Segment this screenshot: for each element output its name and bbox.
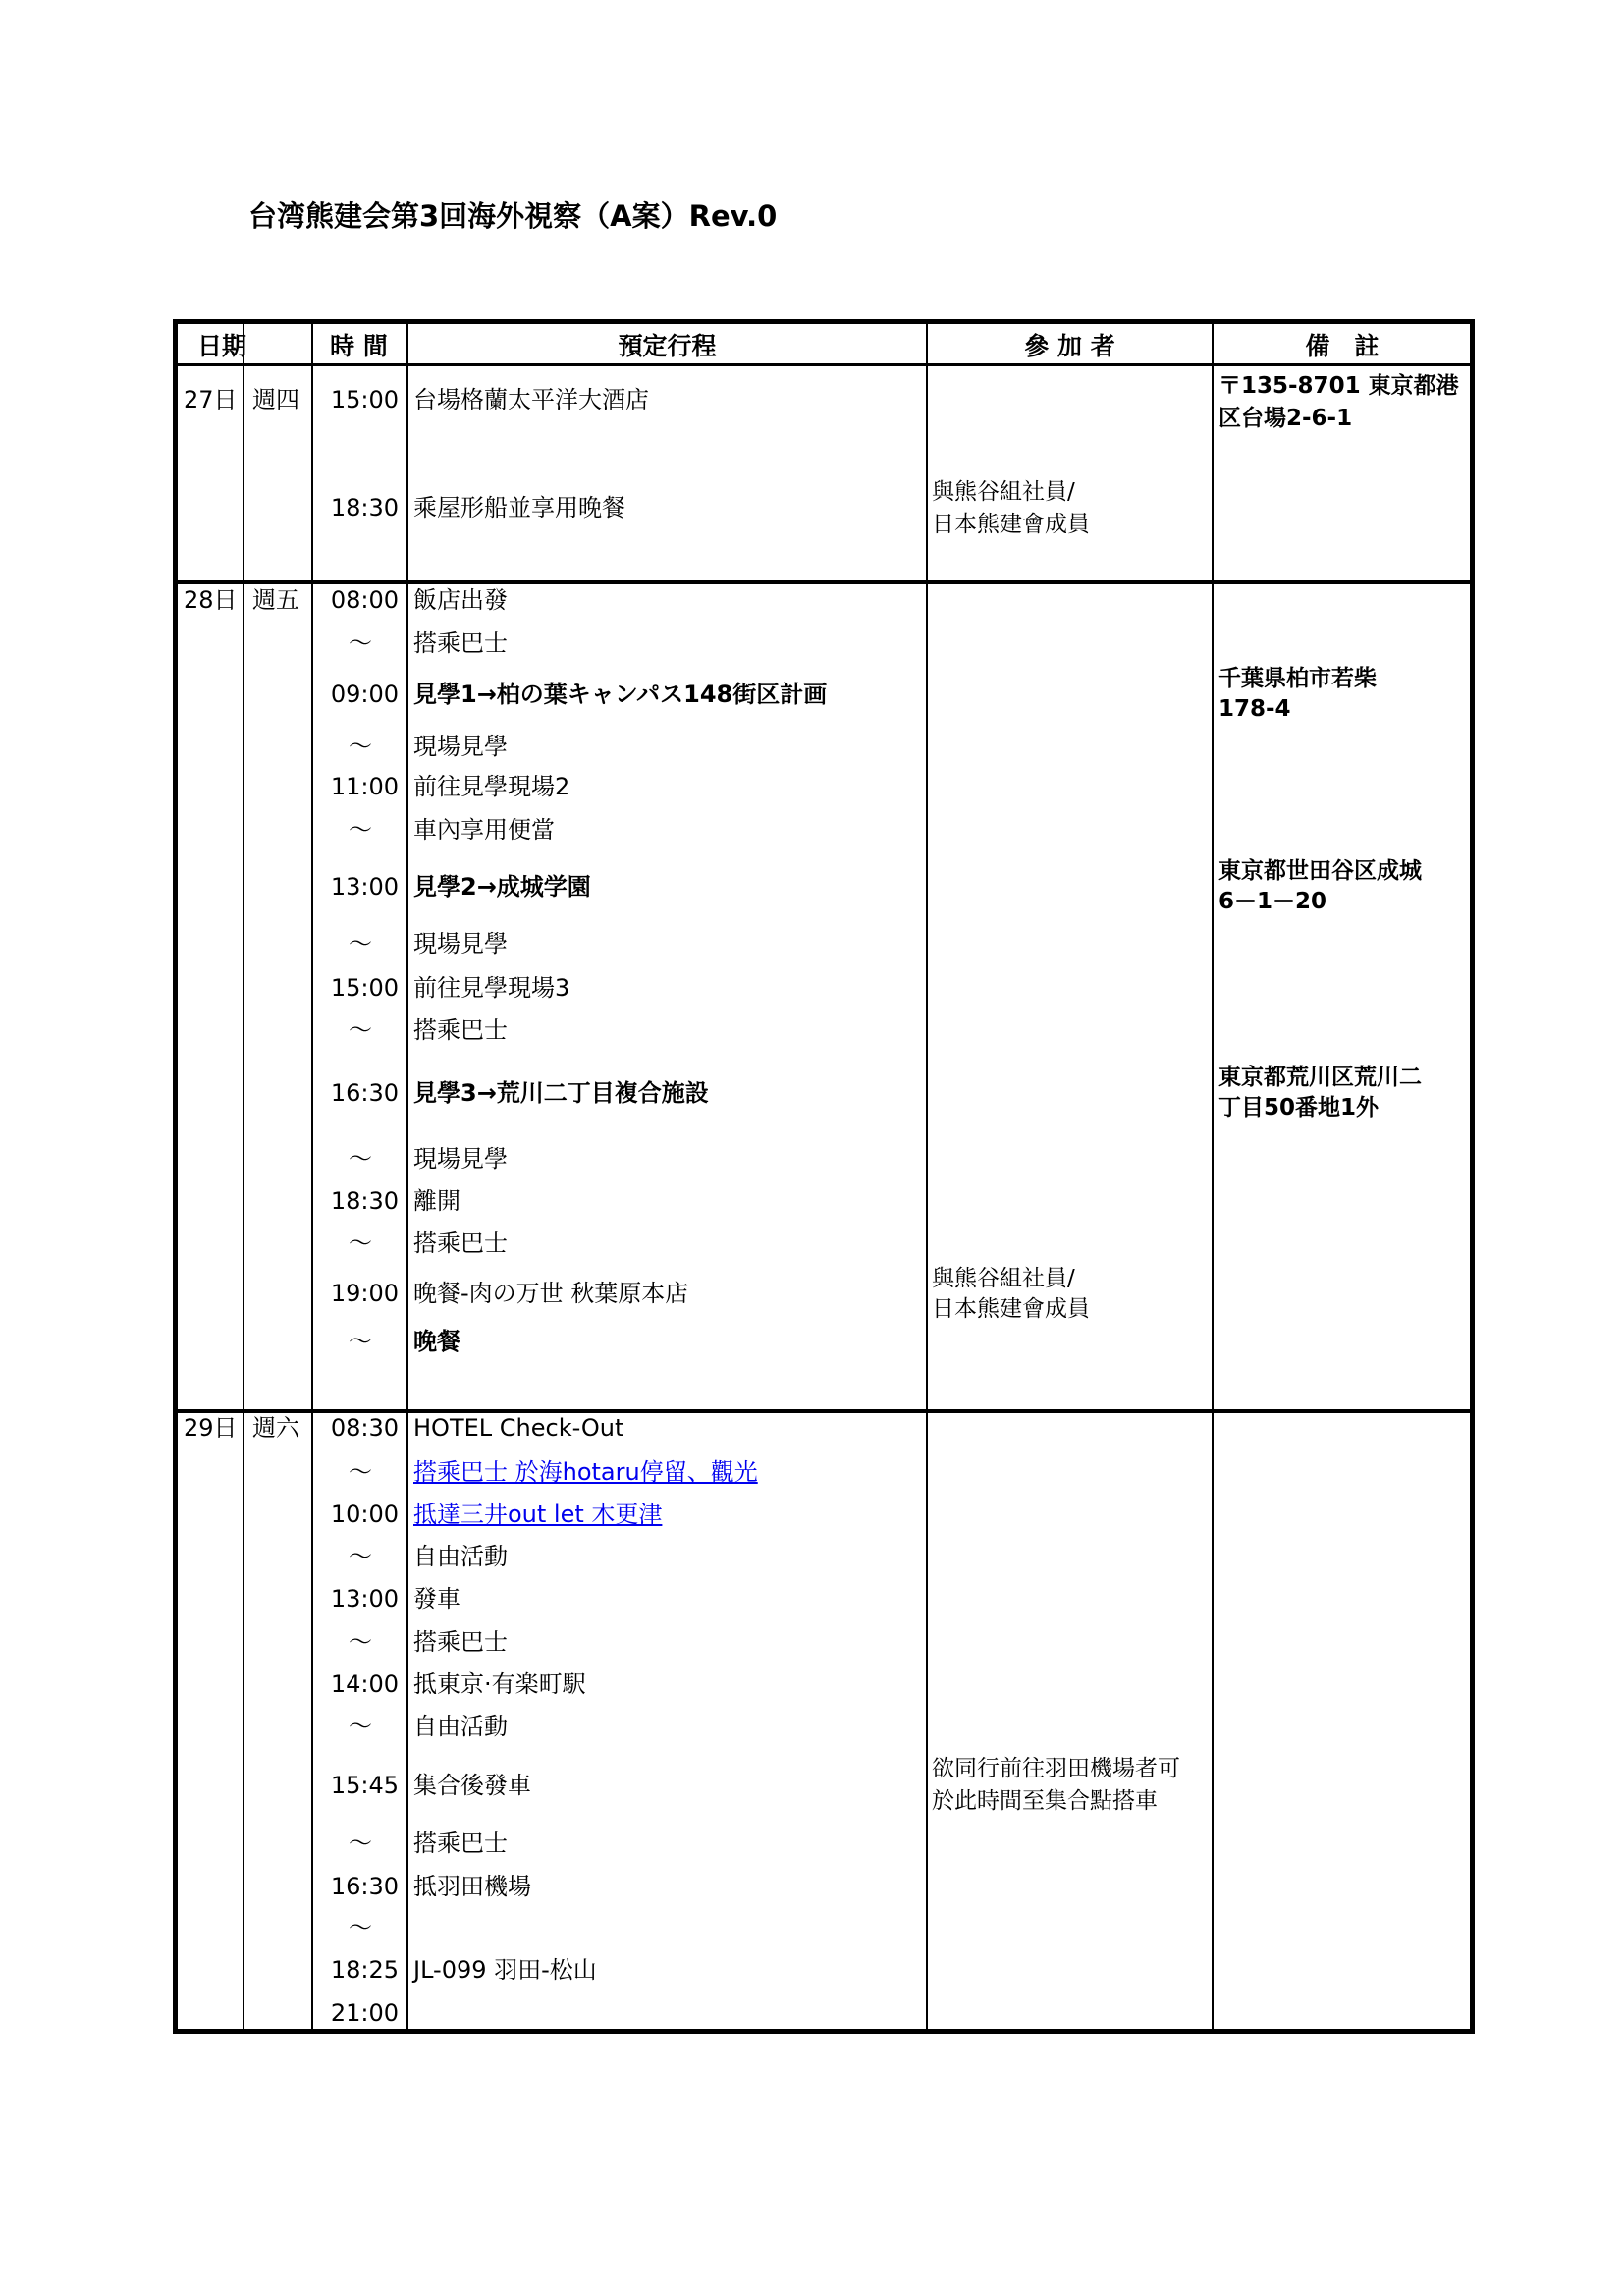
note-address: 千葉県柏市若柴: [1218, 666, 1377, 691]
schedule-time: 19:00: [330, 1280, 399, 1307]
schedule-time: ～: [349, 733, 372, 760]
schedule-time: 21:00: [330, 1999, 399, 2027]
day-weekday: 週六: [252, 1414, 299, 1442]
schedule-item: 晚餐: [413, 1328, 460, 1355]
schedule-item: 現場見學: [413, 733, 508, 760]
schedule-time: 18:30: [330, 494, 399, 521]
participants-text: 與熊谷組社員/: [932, 1266, 1075, 1291]
schedule-item: 搭乘巴士: [413, 1628, 508, 1656]
schedule-item: 現場見學: [413, 1145, 508, 1173]
participants-text: 於此時間至集合點搭車: [932, 1788, 1158, 1814]
schedule-item: 見學3→荒川二丁目複合施設: [413, 1079, 709, 1107]
note-address: 178-4: [1218, 696, 1291, 722]
schedule-time: ～: [349, 1543, 372, 1570]
schedule-time: ～: [349, 1628, 372, 1656]
header-date: 日期: [197, 332, 247, 360]
schedule-time: 08:00: [330, 586, 399, 614]
schedule-item: 抵東京·有楽町駅: [413, 1670, 586, 1698]
schedule-item: HOTEL Check-Out: [413, 1414, 624, 1442]
note-address: 東京都世田谷区成城: [1218, 858, 1422, 884]
schedule-time: 16:30: [330, 1873, 399, 1900]
day-date: 27日: [184, 386, 238, 413]
schedule-time: 15:00: [330, 386, 399, 413]
schedule-item: 飯店出發: [413, 586, 508, 614]
schedule-item: 搭乘巴士: [413, 1230, 508, 1257]
schedule-time: ～: [349, 1458, 372, 1486]
schedule-link[interactable]: 搭乘巴士 於海hotaru停留、觀光: [413, 1458, 758, 1486]
schedule-time: ～: [349, 1016, 372, 1044]
schedule-item: 發車: [413, 1585, 460, 1613]
note-address: 東京都荒川区荒川二: [1218, 1065, 1422, 1090]
participants-text: 與熊谷組社員/: [932, 479, 1075, 505]
schedule-time: 08:30: [330, 1414, 399, 1442]
day-date: 29日: [184, 1414, 238, 1442]
schedule-item: 集合後發車: [413, 1772, 531, 1799]
schedule-time: 14:00: [330, 1670, 399, 1698]
schedule-time: ～: [349, 1145, 372, 1173]
schedule-time: 10:00: [330, 1501, 399, 1528]
schedule-time: ～: [349, 629, 372, 657]
schedule-item: 見學1→柏の葉キャンパス148街区計画: [413, 681, 828, 708]
schedule-time: 11:00: [330, 773, 399, 800]
schedule-time: 13:00: [330, 1585, 399, 1613]
participants-text: 日本熊建會成員: [932, 512, 1090, 537]
schedule-item: 晚餐-肉の万世 秋葉原本店: [413, 1280, 689, 1307]
schedule-item: 台場格蘭太平洋大酒店: [413, 386, 649, 413]
schedule-time: 15:00: [330, 974, 399, 1002]
schedule-item: 車內享用便當: [413, 816, 555, 844]
participants-text: 日本熊建會成員: [932, 1296, 1090, 1322]
schedule-time: 13:00: [330, 873, 399, 901]
schedule-time: ～: [349, 816, 372, 844]
schedule-time: 15:45: [330, 1772, 399, 1799]
schedule-time: ～: [349, 1713, 372, 1740]
schedule-item: 抵羽田機場: [413, 1873, 531, 1900]
day-date: 28日: [184, 586, 238, 614]
schedule-time: ～: [349, 1328, 372, 1355]
schedule-item: 前往見學現場3: [413, 974, 570, 1002]
header-time: 時 間: [330, 332, 388, 360]
header-participants: 參 加 者: [1024, 332, 1115, 360]
schedule-time: 09:00: [330, 681, 399, 708]
schedule-time: 18:25: [330, 1956, 399, 1984]
schedule-item: 乘屋形船並享用晚餐: [413, 494, 625, 521]
schedule-item: 自由活動: [413, 1713, 508, 1740]
schedule-time: ～: [349, 1830, 372, 1857]
schedule-item: 搭乘巴士: [413, 629, 508, 657]
schedule-item: 現場見學: [413, 930, 508, 957]
header-notes: 備 註: [1305, 332, 1380, 360]
day-weekday: 週四: [252, 386, 299, 413]
schedule-item: 搭乘巴士: [413, 1016, 508, 1044]
document-title: 台湾熊建会第3回海外視察（A案）Rev.0: [248, 199, 778, 233]
note-address: 6－1－20: [1218, 889, 1327, 914]
schedule-time: 18:30: [330, 1187, 399, 1215]
schedule-item: JL-099 羽田-松山: [413, 1956, 597, 1984]
schedule-item: 離開: [413, 1187, 460, 1215]
day-weekday: 週五: [252, 586, 299, 614]
note-address: 区台場2-6-1: [1218, 406, 1353, 431]
schedule-time: ～: [349, 1230, 372, 1257]
note-address: 丁目50番地1外: [1218, 1095, 1380, 1121]
itinerary-table: [173, 319, 1475, 2034]
note-address: 〒135-8701 東京都港: [1218, 373, 1459, 399]
schedule-item: 前往見學現場2: [413, 773, 570, 800]
row-divider: [178, 580, 1470, 584]
participants-text: 欲同行前往羽田機場者可: [932, 1756, 1180, 1781]
header-schedule: 預定行程: [618, 332, 717, 360]
schedule-time: ～: [349, 1914, 372, 1941]
schedule-item: 搭乘巴士: [413, 1830, 508, 1857]
schedule-item: 見學2→成城学園: [413, 873, 591, 901]
schedule-link[interactable]: 抵達三井out let 木更津: [413, 1501, 663, 1528]
schedule-time: ～: [349, 930, 372, 957]
schedule-time: 16:30: [330, 1079, 399, 1107]
schedule-item: 自由活動: [413, 1543, 508, 1570]
